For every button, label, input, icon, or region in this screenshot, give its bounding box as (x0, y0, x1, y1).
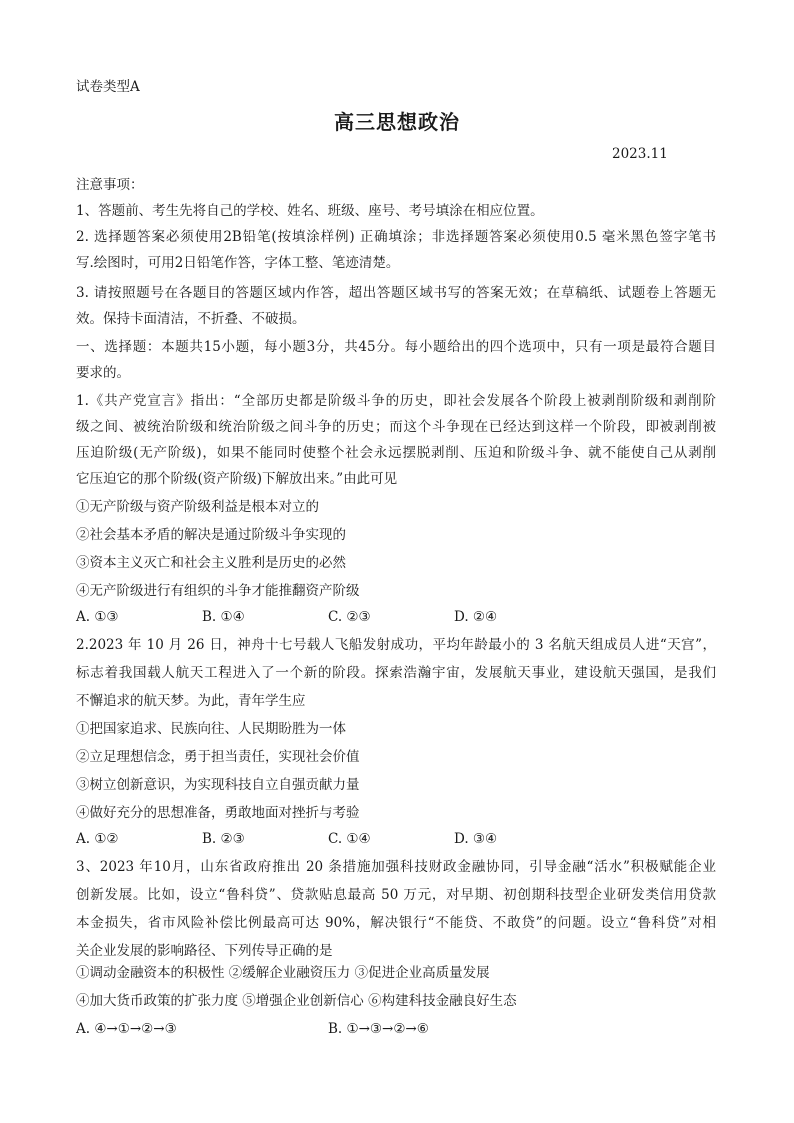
q3-stem-line: 本金损失，省市风险补偿比例最高可达 90%，解决银行“不能贷、不敢贷”的问题。设立“鲁科贷”对相 (76, 915, 716, 931)
q1-statement: ④无产阶级进行有组织的斗争才能推翻资产阶级 (76, 583, 360, 599)
notice-item-2-line-2: 写.绘图时，可用2日铅笔作答，字体工整、笔迹清楚。 (76, 255, 400, 271)
section-1-line-2: 要求的。 (76, 365, 130, 381)
notice-item-3-line-1: 3. 请按照题号在各题目的答题区域内作答，超出答题区域书写的答案无效；在草稿纸、试题卷上答题无 (76, 285, 716, 301)
q3-stem-line: 3、2023 年10月，山东省政府推出 20 条措施加强科技财政金融协同，引导金融“活水”积极赋能企业 (76, 859, 716, 875)
notice-item-2-line-1: 2. 选择题答案必须使用2B铅笔(按填涂样例) 正确填涂；非选择题答案必须使用0.5 毫米黑色签字笔书 (76, 229, 716, 245)
q1-stem-line: 它压迫它的那个阶级(资产阶级)下解放出来。”由此可见 (76, 471, 398, 487)
q2-stem-line: 标志着我国载人航天工程进入了一个新的阶段。探索浩瀚宇宙，发展航天事业，建设航天强国，是我们 (76, 665, 716, 681)
q2-option-c: C. ①④ (328, 831, 371, 847)
q2-stem-line: 2.2023 年 10 月 26 日，神舟十七号载人飞船发射成功，平均年龄最小的 3 名航天组成员人进“天宫”， (76, 637, 716, 653)
q2-statement: ③树立创新意识，为实现科技自立自强贡献力量 (76, 777, 360, 793)
q2-statement: ①把国家追求、民族向往、人民期盼胜为一体 (76, 721, 346, 737)
q1-statement: ②社会基本矛盾的解决是通过阶级斗争实现的 (76, 527, 346, 543)
q2-option-d: D. ③④ (454, 831, 498, 847)
q1-stem-line: 级之间、被统治阶级和统治阶级之间斗争的历史；而这个斗争现在已经达到这样一个阶段，即被剥削被 (76, 419, 716, 435)
q1-option-c: C. ②③ (328, 609, 371, 625)
q3-option-b: B. ①→③→②→⑥ (328, 1021, 429, 1037)
q3-stem-line: 创新发展。比如，设立“鲁科贷”、贷款贴息最高 50 万元，对早期、初创期科技型企业研发类信用贷款 (76, 887, 716, 903)
notice-heading: 注意事项： (76, 177, 144, 193)
q3-stem-line: 关企业发展的影响路径、下列传导正确的是 (76, 943, 333, 959)
q1-option-b: B. ①④ (202, 609, 245, 625)
q3-option-a: A. ④→①→②→③ (76, 1021, 177, 1037)
q1-statement: ③资本主义灭亡和社会主义胜利是历史的必然 (76, 555, 346, 571)
q2-stem-line: 不懈追求的航天梦。为此，青年学生应 (76, 693, 306, 709)
paper-type-label: 试卷类型A (76, 79, 140, 95)
exam-date: 2023.11 (612, 146, 668, 162)
q1-option-a: A. ①③ (76, 609, 119, 625)
q1-statement: ①无产阶级与资产阶级利益是根本对立的 (76, 499, 319, 515)
q2-statement: ④做好充分的思想准备，勇敢地面对挫折与考验 (76, 805, 360, 821)
q2-option-b: B. ②③ (202, 831, 245, 847)
q3-statement: ④加大货币政策的扩张力度 ⑤增强企业创新信心 ⑥构建科技金融良好生态 (76, 993, 517, 1009)
notice-item-1: 1、答题前、考生先将自己的学校、姓名、班级、座号、考号填涂在相应位置。 (76, 203, 544, 219)
q1-stem-line: 压迫阶级(无产阶级)，如果不能同时使整个社会永远摆脱剥削、压迫和阶级斗争、就不能使自己从剥削 (76, 445, 716, 461)
q3-statement: ①调动金融资本的积极性 ②缓解企业融资压力 ③促进企业高质量发展 (76, 965, 490, 981)
q2-option-a: A. ①② (76, 831, 119, 847)
section-1-line-1: 一、选择题：本题共15小题，每小题3分，共45分。每小题给出的四个选项中，只有一项是最符合题目 (76, 339, 716, 355)
q1-stem-line: 1.《共产党宣言》指出：“全部历史都是阶级斗争的历史，即社会发展各个阶段上被剥削阶级和剥削阶 (76, 393, 716, 409)
notice-item-3-line-2: 效。保持卡面清洁，不折叠、不破损。 (76, 311, 306, 327)
exam-title: 高三思想政治 (334, 110, 460, 134)
q2-statement: ②立足理想信念，勇于担当责任，实现社会价值 (76, 749, 360, 765)
q1-option-d: D. ②④ (454, 609, 498, 625)
